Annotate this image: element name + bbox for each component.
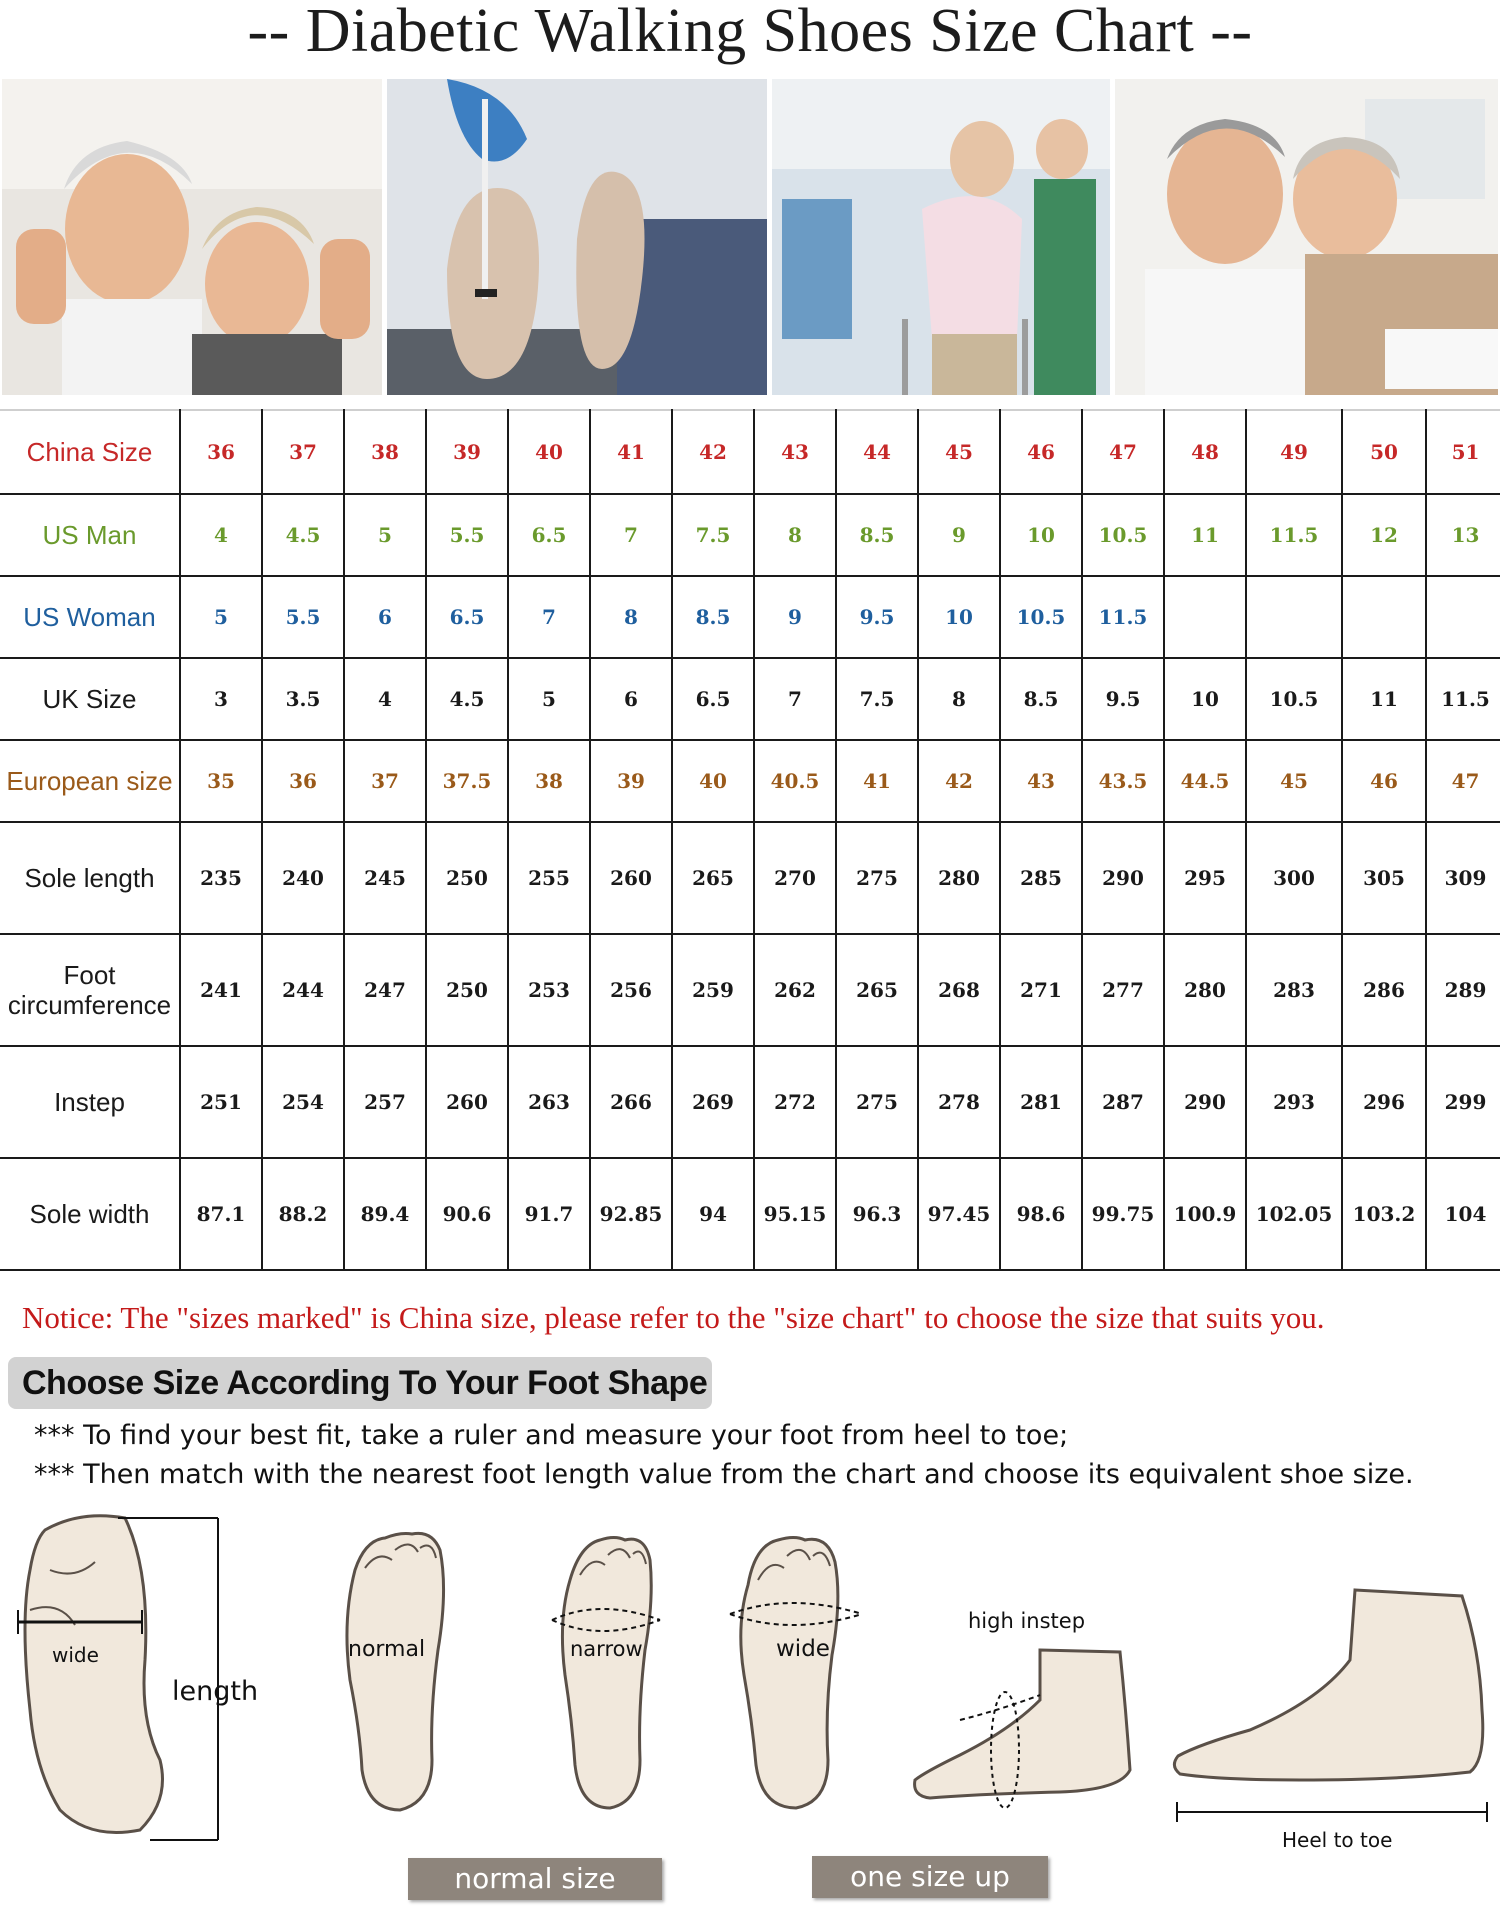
size-cell: 257 [344, 1046, 426, 1158]
size-cell: 299 [1426, 1046, 1500, 1158]
size-cell: 36 [262, 740, 344, 822]
row-label: China Size [0, 410, 180, 494]
size-cell: 41 [590, 410, 672, 494]
size-cell: 103.2 [1342, 1158, 1426, 1270]
photo-smiling-senior-couple [1115, 79, 1498, 395]
size-row [0, 1158, 1500, 1270]
size-cell: 37.5 [426, 740, 508, 822]
size-cell: 4.5 [426, 658, 508, 740]
size-cell: 50 [1342, 410, 1426, 494]
size-cell: 46 [1000, 410, 1082, 494]
size-cell: 4 [180, 494, 262, 576]
size-cell [1246, 576, 1342, 658]
size-cell: 255 [508, 822, 590, 934]
size-cell: 8 [918, 658, 1000, 740]
size-cell: 283 [1246, 934, 1342, 1046]
size-cell: 10.5 [1000, 576, 1082, 658]
size-cell: 96.3 [836, 1158, 918, 1270]
size-cell: 289 [1426, 934, 1500, 1046]
measure-tip-2: *** Then match with the nearest foot length value from the chart and choose its equivalent shoe size. [34, 1459, 1414, 1490]
size-cell: 104 [1426, 1158, 1500, 1270]
size-cell [1164, 576, 1246, 658]
photo-foot-exam [387, 79, 767, 395]
size-cell: 43 [1000, 740, 1082, 822]
size-cell: 259 [672, 934, 754, 1046]
size-cell: 87.1 [180, 1158, 262, 1270]
wide-foot-icon [730, 1538, 862, 1809]
size-row [0, 934, 1500, 1046]
size-cell: 9.5 [1082, 658, 1164, 740]
size-cell: 38 [508, 740, 590, 822]
notice-text: Notice: The "sizes marked" is China size, please refer to the "size chart" to choose the size that suits you. [22, 1300, 1325, 1335]
size-cell: 272 [754, 1046, 836, 1158]
size-cell: 37 [262, 410, 344, 494]
size-cell: 45 [1246, 740, 1342, 822]
size-cell: 281 [1000, 1046, 1082, 1158]
length-label: length [172, 1676, 259, 1707]
size-row [0, 576, 1500, 658]
size-cell: 42 [672, 410, 754, 494]
size-cell: 11.5 [1082, 576, 1164, 658]
size-cell: 38 [344, 410, 426, 494]
size-cell: 11 [1164, 494, 1246, 576]
size-cell: 92.85 [590, 1158, 672, 1270]
size-cell: 47 [1082, 410, 1164, 494]
size-cell: 43 [754, 410, 836, 494]
size-cell: 6.5 [426, 576, 508, 658]
size-cell: 295 [1164, 822, 1246, 934]
size-cell: 293 [1246, 1046, 1342, 1158]
size-cell: 280 [918, 822, 1000, 934]
narrow-foot-icon [552, 1538, 660, 1809]
size-cell: 40 [672, 740, 754, 822]
size-cell: 11.5 [1246, 494, 1342, 576]
size-cell: 268 [918, 934, 1000, 1046]
size-cell: 7 [590, 494, 672, 576]
size-cell: 49 [1246, 410, 1342, 494]
size-row [0, 494, 1500, 576]
normal-size-label: normal size [408, 1858, 662, 1900]
size-cell: 8 [590, 576, 672, 658]
size-cell: 36 [180, 410, 262, 494]
size-cell: 9.5 [836, 576, 918, 658]
size-cell: 45 [918, 410, 1000, 494]
size-cell: 290 [1082, 822, 1164, 934]
normal-label: normal [348, 1637, 426, 1662]
size-cell: 39 [426, 410, 508, 494]
size-cell: 43.5 [1082, 740, 1164, 822]
size-cell: 51 [1426, 410, 1500, 494]
size-cell: 247 [344, 934, 426, 1046]
row-label: US Woman [0, 576, 180, 658]
page-title: -- Diabetic Walking Shoes Size Chart -- [247, 0, 1253, 65]
size-cell: 7 [754, 658, 836, 740]
size-cell: 4 [344, 658, 426, 740]
size-cell: 250 [426, 934, 508, 1046]
size-cell: 4.5 [262, 494, 344, 576]
size-cell: 6.5 [508, 494, 590, 576]
size-cell: 241 [180, 934, 262, 1046]
size-row [0, 658, 1500, 740]
size-cell: 7.5 [836, 658, 918, 740]
heel-to-toe-foot-icon [1174, 1590, 1487, 1822]
heel-to-toe-label: Heel to toe [1282, 1828, 1393, 1852]
size-cell: 41 [836, 740, 918, 822]
size-cell: 270 [754, 822, 836, 934]
row-label: US Man [0, 494, 180, 576]
row-label: European size [0, 740, 180, 822]
size-cell: 39 [590, 740, 672, 822]
size-cell: 260 [426, 1046, 508, 1158]
row-label: Instep [0, 1046, 180, 1158]
size-cell: 305 [1342, 822, 1426, 934]
size-cell: 263 [508, 1046, 590, 1158]
high-instep-foot-icon [915, 1650, 1130, 1808]
size-cell: 40 [508, 410, 590, 494]
row-label: Sole width [0, 1158, 180, 1270]
size-cell: 46 [1342, 740, 1426, 822]
size-cell: 290 [1164, 1046, 1246, 1158]
size-cell: 6 [590, 658, 672, 740]
size-cell: 13 [1426, 494, 1500, 576]
size-cell: 97.45 [918, 1158, 1000, 1270]
size-cell: 300 [1246, 822, 1342, 934]
size-cell: 8.5 [672, 576, 754, 658]
size-cell: 37 [344, 740, 426, 822]
size-cell: 265 [672, 822, 754, 934]
size-cell: 89.4 [344, 1158, 426, 1270]
size-cell: 250 [426, 822, 508, 934]
size-cell: 285 [1000, 822, 1082, 934]
one-size-up-label: one size up [812, 1856, 1048, 1898]
size-cell: 42 [918, 740, 1000, 822]
size-cell: 266 [590, 1046, 672, 1158]
high-instep-label: high instep [968, 1609, 1086, 1633]
size-cell: 244 [262, 934, 344, 1046]
foot-shape-heading: Choose Size According To Your Foot Shape [8, 1357, 712, 1409]
size-cell: 7.5 [672, 494, 754, 576]
size-cell: 8.5 [836, 494, 918, 576]
size-cell: 11 [1342, 658, 1426, 740]
size-cell: 245 [344, 822, 426, 934]
wide-foot-label: wide [776, 1636, 830, 1662]
size-cell: 277 [1082, 934, 1164, 1046]
size-cell: 253 [508, 934, 590, 1046]
size-cell: 262 [754, 934, 836, 1046]
size-cell: 95.15 [754, 1158, 836, 1270]
foot-shape-diagrams [0, 1510, 1500, 1925]
size-cell: 91.7 [508, 1158, 590, 1270]
size-cell: 280 [1164, 934, 1246, 1046]
size-cell [1342, 576, 1426, 658]
size-cell: 6.5 [672, 658, 754, 740]
wide-label: wide [52, 1643, 99, 1667]
size-cell: 8.5 [1000, 658, 1082, 740]
size-cell: 3 [180, 658, 262, 740]
measure-tip-1: *** To find your best fit, take a ruler and measure your foot from heel to toe; [34, 1420, 1069, 1451]
size-row [0, 410, 1500, 494]
size-cell: 309 [1426, 822, 1500, 934]
size-cell: 35 [180, 740, 262, 822]
photo-happy-couple-thumbs-up [2, 79, 382, 395]
size-cell: 88.2 [262, 1158, 344, 1270]
size-cell: 6 [344, 576, 426, 658]
size-cell: 40.5 [754, 740, 836, 822]
size-row [0, 740, 1500, 822]
size-cell: 5.5 [262, 576, 344, 658]
size-cell: 10 [1164, 658, 1246, 740]
size-cell: 251 [180, 1046, 262, 1158]
photo-strip [2, 79, 1498, 395]
size-cell: 10 [918, 576, 1000, 658]
size-cell: 9 [754, 576, 836, 658]
size-cell: 7 [508, 576, 590, 658]
size-cell: 99.75 [1082, 1158, 1164, 1270]
size-cell: 296 [1342, 1046, 1426, 1158]
size-cell: 9 [918, 494, 1000, 576]
size-cell: 5.5 [426, 494, 508, 576]
size-cell: 47 [1426, 740, 1500, 822]
size-cell: 10.5 [1082, 494, 1164, 576]
foot-diagram-svg [0, 1510, 1500, 1925]
size-cell: 11.5 [1426, 658, 1500, 740]
size-row [0, 1046, 1500, 1158]
size-cell: 44 [836, 410, 918, 494]
size-row [0, 822, 1500, 934]
size-cell: 102.05 [1246, 1158, 1342, 1270]
size-cell: 275 [836, 1046, 918, 1158]
size-cell: 44.5 [1164, 740, 1246, 822]
size-cell: 256 [590, 934, 672, 1046]
size-cell: 265 [836, 934, 918, 1046]
size-cell: 5 [344, 494, 426, 576]
size-cell: 286 [1342, 934, 1426, 1046]
size-cell: 275 [836, 822, 918, 934]
photo-nurse-helping-senior [772, 79, 1110, 395]
size-cell: 278 [918, 1046, 1000, 1158]
size-cell: 5 [180, 576, 262, 658]
size-cell: 269 [672, 1046, 754, 1158]
size-cell: 271 [1000, 934, 1082, 1046]
row-label: Sole length [0, 822, 180, 934]
size-cell: 3.5 [262, 658, 344, 740]
size-cell [1426, 576, 1500, 658]
size-cell: 100.9 [1164, 1158, 1246, 1270]
size-chart-table [0, 409, 1500, 1271]
row-label: UK Size [0, 658, 180, 740]
size-cell: 254 [262, 1046, 344, 1158]
size-cell: 10 [1000, 494, 1082, 576]
narrow-label: narrow [570, 1637, 643, 1661]
size-cell: 8 [754, 494, 836, 576]
size-cell: 287 [1082, 1046, 1164, 1158]
size-cell: 235 [180, 822, 262, 934]
size-cell: 94 [672, 1158, 754, 1270]
size-cell: 10.5 [1246, 658, 1342, 740]
size-cell: 98.6 [1000, 1158, 1082, 1270]
size-cell: 90.6 [426, 1158, 508, 1270]
size-cell: 12 [1342, 494, 1426, 576]
size-cell: 260 [590, 822, 672, 934]
size-cell: 48 [1164, 410, 1246, 494]
row-label: Foot circumference [0, 934, 180, 1046]
size-cell: 5 [508, 658, 590, 740]
normal-foot-icon [347, 1533, 444, 1810]
size-cell: 240 [262, 822, 344, 934]
